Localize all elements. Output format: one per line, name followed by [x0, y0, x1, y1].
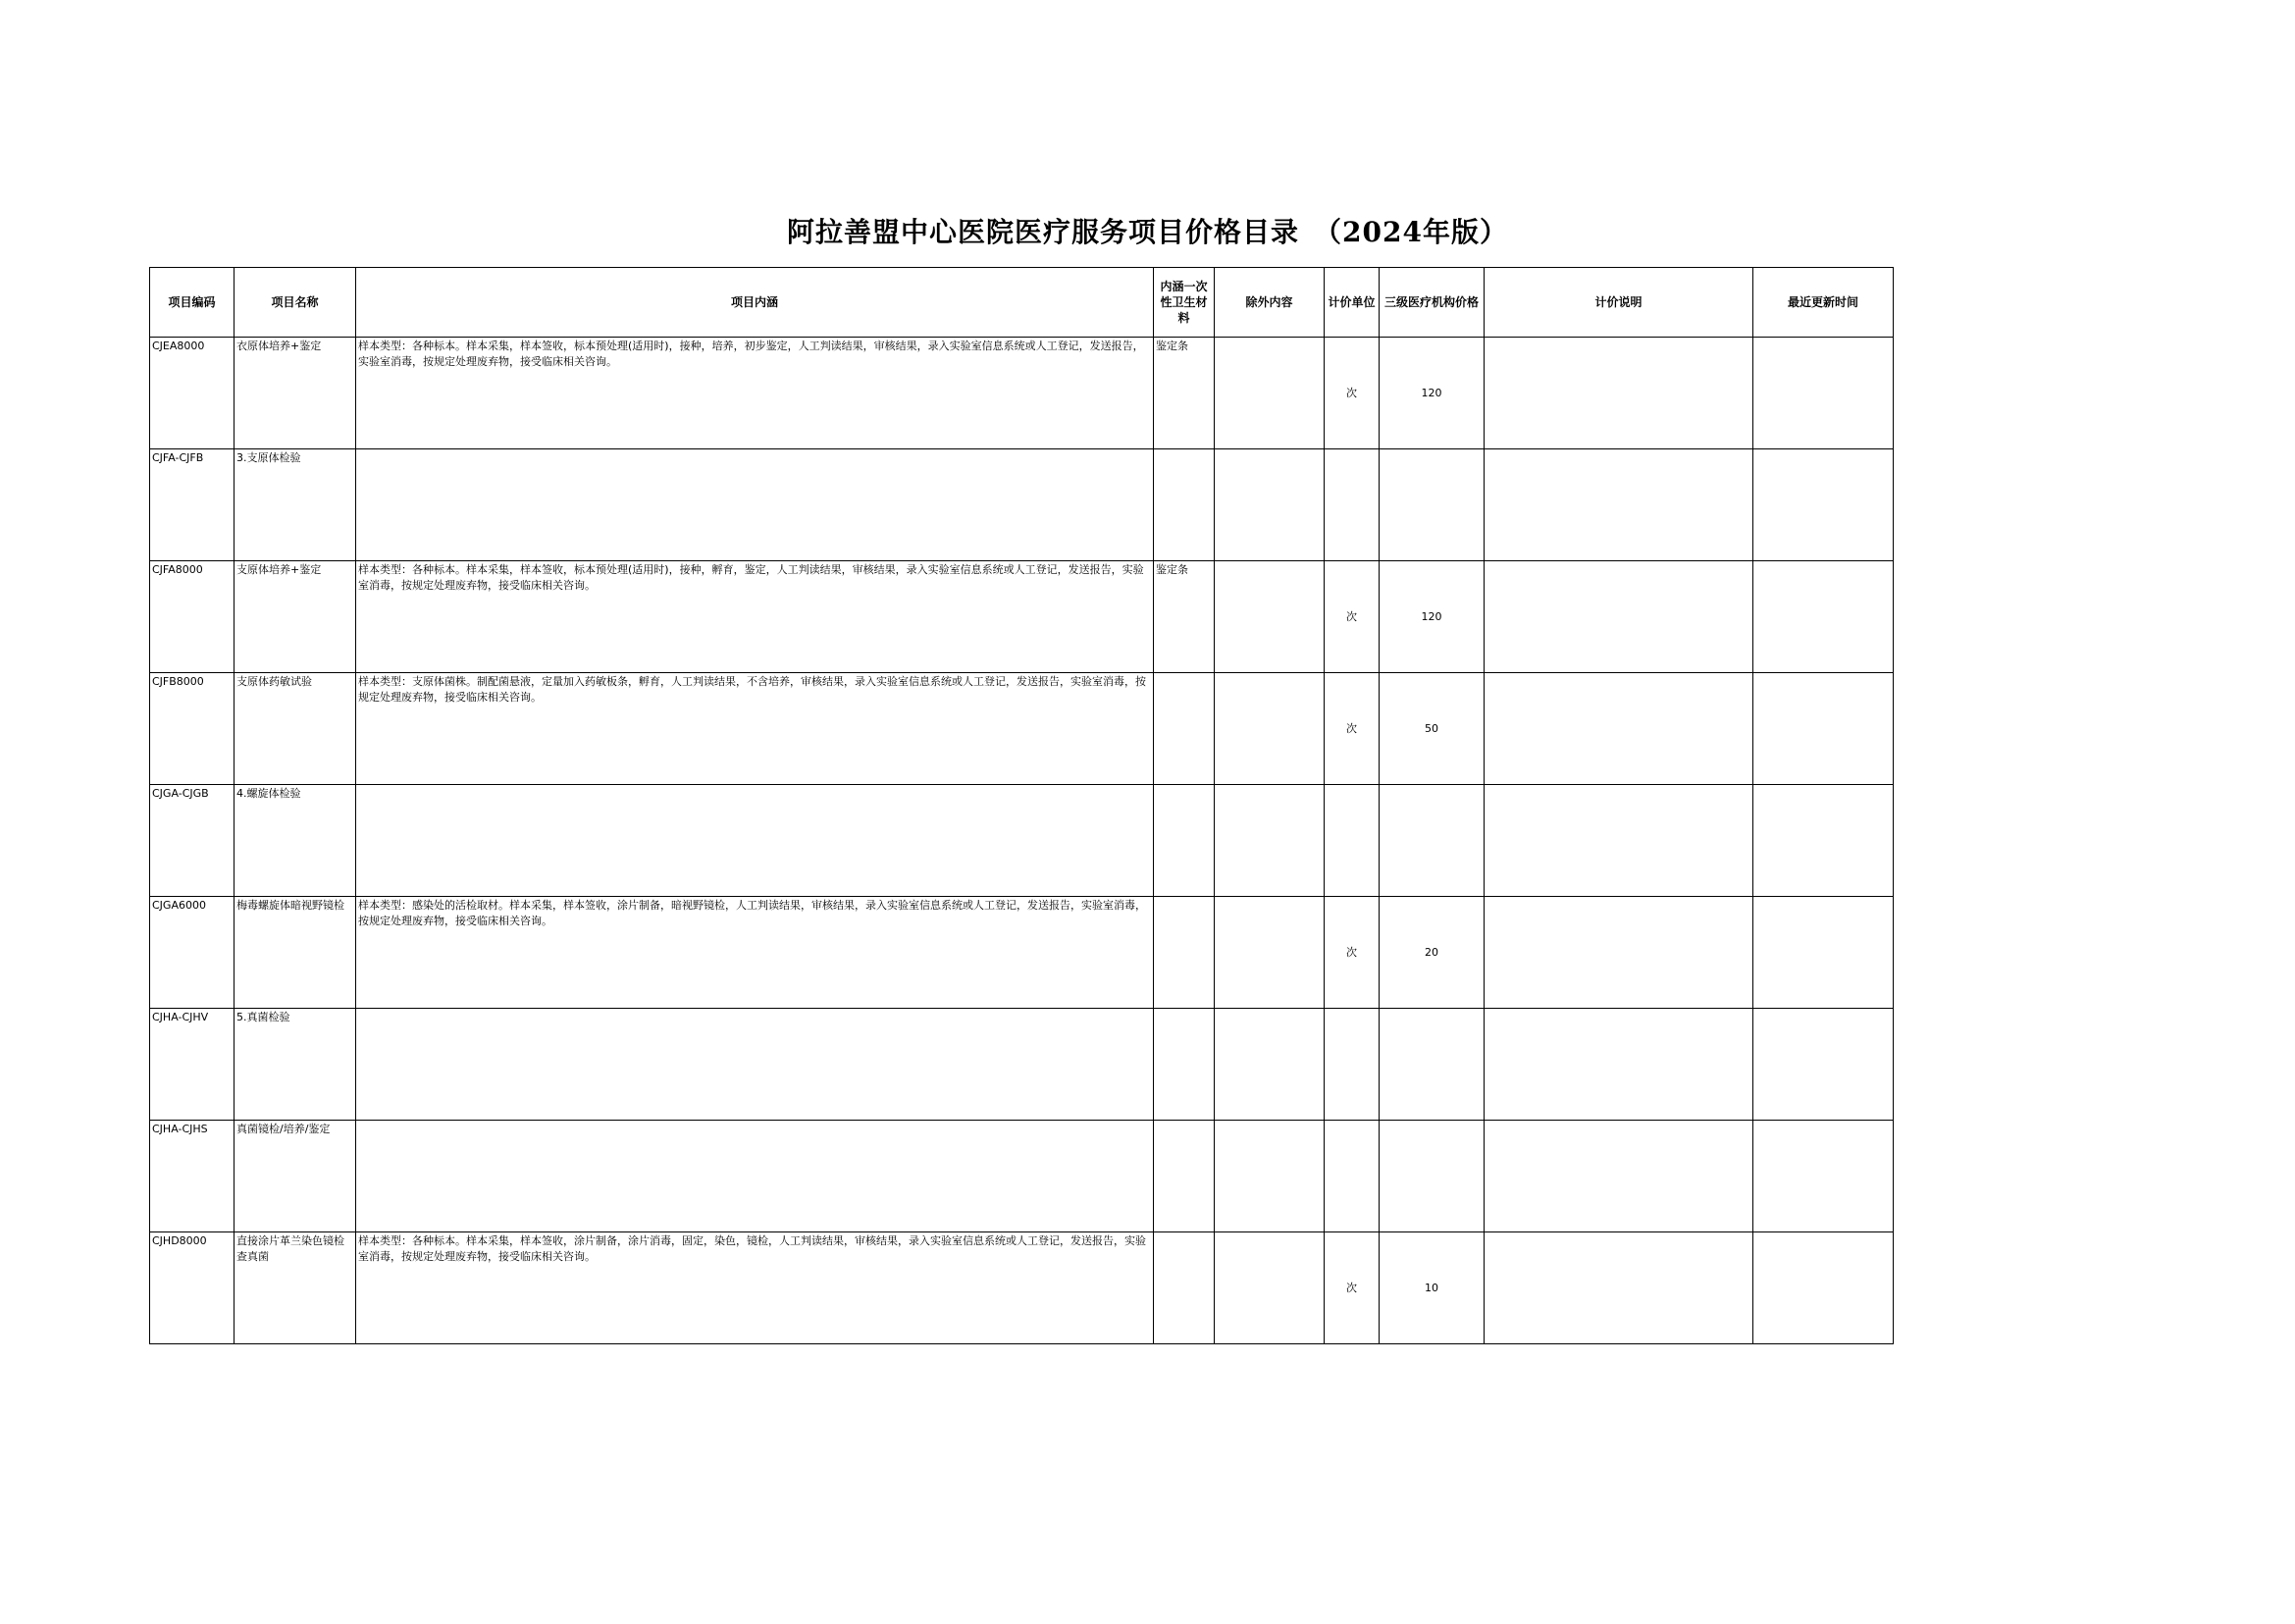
cell-code: CJFA-CJFB — [150, 449, 235, 561]
cell-unit: 次 — [1325, 673, 1380, 785]
cell-price: 50 — [1380, 673, 1485, 785]
cell-price — [1380, 785, 1485, 897]
table-row — [150, 1232, 1894, 1344]
cell-code: CJFB8000 — [150, 673, 235, 785]
cell-updated — [1753, 785, 1894, 897]
header-price: 三级医疗机构价格 — [1380, 268, 1485, 338]
cell-unit: 次 — [1325, 338, 1380, 449]
cell-name: 5.真菌检验 — [235, 1009, 356, 1121]
page-title: 阿拉善盟中心医院医疗服务项目价格目录 （2024年版） — [787, 216, 1508, 248]
table-row — [150, 1121, 1894, 1232]
cell-updated — [1753, 561, 1894, 673]
cell-code: CJHA-CJHS — [150, 1121, 235, 1232]
table-row — [150, 897, 1894, 1009]
cell-content — [356, 785, 1154, 897]
table-row — [150, 449, 1894, 561]
cell-content: 样本类型：感染处的活检取材。样本采集，样本签收，涂片制备，暗视野镜检，人工判读结果，审核结果，录入实验室信息系统或人工登记，发送报告，实验室消毒，按规定处理废弃物，接受临床相关咨询。 — [356, 897, 1154, 1009]
cell-updated — [1753, 338, 1894, 449]
cell-note — [1485, 449, 1753, 561]
header-row — [150, 268, 1894, 338]
cell-note — [1485, 897, 1753, 1009]
cell-unit: 次 — [1325, 561, 1380, 673]
cell-code: CJHA-CJHV — [150, 1009, 235, 1121]
cell-name: 梅毒螺旋体暗视野镜检 — [235, 897, 356, 1009]
cell-price — [1380, 449, 1485, 561]
cell-excluded — [1215, 673, 1325, 785]
cell-price: 120 — [1380, 561, 1485, 673]
cell-note — [1485, 338, 1753, 449]
cell-code: CJEA8000 — [150, 338, 235, 449]
cell-name: 支原体药敏试验 — [235, 673, 356, 785]
cell-content — [356, 1121, 1154, 1232]
cell-material — [1154, 1232, 1215, 1344]
header-excluded: 除外内容 — [1215, 268, 1325, 338]
cell-unit — [1325, 785, 1380, 897]
cell-excluded — [1215, 1232, 1325, 1344]
cell-unit — [1325, 1009, 1380, 1121]
cell-code: CJGA-CJGB — [150, 785, 235, 897]
cell-note — [1485, 673, 1753, 785]
cell-updated — [1753, 1121, 1894, 1232]
cell-name: 3.支原体检验 — [235, 449, 356, 561]
cell-unit: 次 — [1325, 1232, 1380, 1344]
cell-price — [1380, 1009, 1485, 1121]
cell-excluded — [1215, 785, 1325, 897]
cell-name: 衣原体培养+鉴定 — [235, 338, 356, 449]
cell-name: 4.螺旋体检验 — [235, 785, 356, 897]
cell-material — [1154, 785, 1215, 897]
cell-content: 样本类型：各种标本。样本采集，样本签收，标本预处理(适用时)，接种，培养，初步鉴定，人工判读结果，审核结果，录入实验室信息系统或人工登记，发送报告，实验室消毒，按规定处理废弃物，接受临床相关咨询。 — [356, 338, 1154, 449]
cell-unit: 次 — [1325, 897, 1380, 1009]
cell-excluded — [1215, 1121, 1325, 1232]
cell-updated — [1753, 449, 1894, 561]
header-code: 项目编码 — [150, 268, 235, 338]
cell-material — [1154, 1121, 1215, 1232]
cell-content: 样本类型：支原体菌株。制配菌悬液，定量加入药敏板条，孵育，人工判读结果，不含培养，审核结果，录入实验室信息系统或人工登记，发送报告，实验室消毒，按规定处理废弃物，接受临床相关咨询。 — [356, 673, 1154, 785]
cell-content: 样本类型：各种标本。样本采集，样本签收，标本预处理(适用时)，接种，孵育，鉴定，人工判读结果，审核结果，录入实验室信息系统或人工登记，发送报告，实验室消毒，按规定处理废弃物，接受临床相关咨询。 — [356, 561, 1154, 673]
cell-note — [1485, 561, 1753, 673]
cell-note — [1485, 1232, 1753, 1344]
cell-excluded — [1215, 897, 1325, 1009]
cell-updated — [1753, 897, 1894, 1009]
cell-note — [1485, 1121, 1753, 1232]
cell-excluded — [1215, 338, 1325, 449]
cell-content — [356, 1009, 1154, 1121]
cell-excluded — [1215, 1009, 1325, 1121]
cell-content: 样本类型：各种标本。样本采集，样本签收，涂片制备，涂片消毒，固定，染色，镜检，人工判读结果，审核结果，录入实验室信息系统或人工登记，发送报告，实验室消毒，按规定处理废弃物，接受临床相关咨询。 — [356, 1232, 1154, 1344]
header-updated: 最近更新时间 — [1753, 268, 1894, 338]
price-catalog-table — [149, 267, 1894, 1344]
cell-name: 支原体培养+鉴定 — [235, 561, 356, 673]
cell-material — [1154, 1009, 1215, 1121]
table-row — [150, 673, 1894, 785]
cell-updated — [1753, 1009, 1894, 1121]
cell-code: CJHD8000 — [150, 1232, 235, 1344]
cell-updated — [1753, 673, 1894, 785]
table-row — [150, 561, 1894, 673]
header-name: 项目名称 — [235, 268, 356, 338]
cell-content — [356, 449, 1154, 561]
cell-price: 10 — [1380, 1232, 1485, 1344]
cell-price — [1380, 1121, 1485, 1232]
cell-excluded — [1215, 449, 1325, 561]
header-unit: 计价单位 — [1325, 268, 1380, 338]
cell-excluded — [1215, 561, 1325, 673]
cell-unit — [1325, 1121, 1380, 1232]
header-material: 内涵一次性卫生材料 — [1154, 268, 1215, 338]
header-note: 计价说明 — [1485, 268, 1753, 338]
header-content: 项目内涵 — [356, 268, 1154, 338]
cell-updated — [1753, 1232, 1894, 1344]
cell-material — [1154, 897, 1215, 1009]
cell-note — [1485, 785, 1753, 897]
cell-note — [1485, 1009, 1753, 1121]
table-row — [150, 338, 1894, 449]
cell-material — [1154, 449, 1215, 561]
cell-name: 直接涂片革兰染色镜检查真菌 — [235, 1232, 356, 1344]
cell-material: 鉴定条 — [1154, 561, 1215, 673]
cell-unit — [1325, 449, 1380, 561]
cell-material: 鉴定条 — [1154, 338, 1215, 449]
cell-price: 120 — [1380, 338, 1485, 449]
cell-price: 20 — [1380, 897, 1485, 1009]
table-row — [150, 1009, 1894, 1121]
table-row — [150, 785, 1894, 897]
cell-material — [1154, 673, 1215, 785]
cell-name: 真菌镜检/培养/鉴定 — [235, 1121, 356, 1232]
cell-code: CJFA8000 — [150, 561, 235, 673]
cell-code: CJGA6000 — [150, 897, 235, 1009]
